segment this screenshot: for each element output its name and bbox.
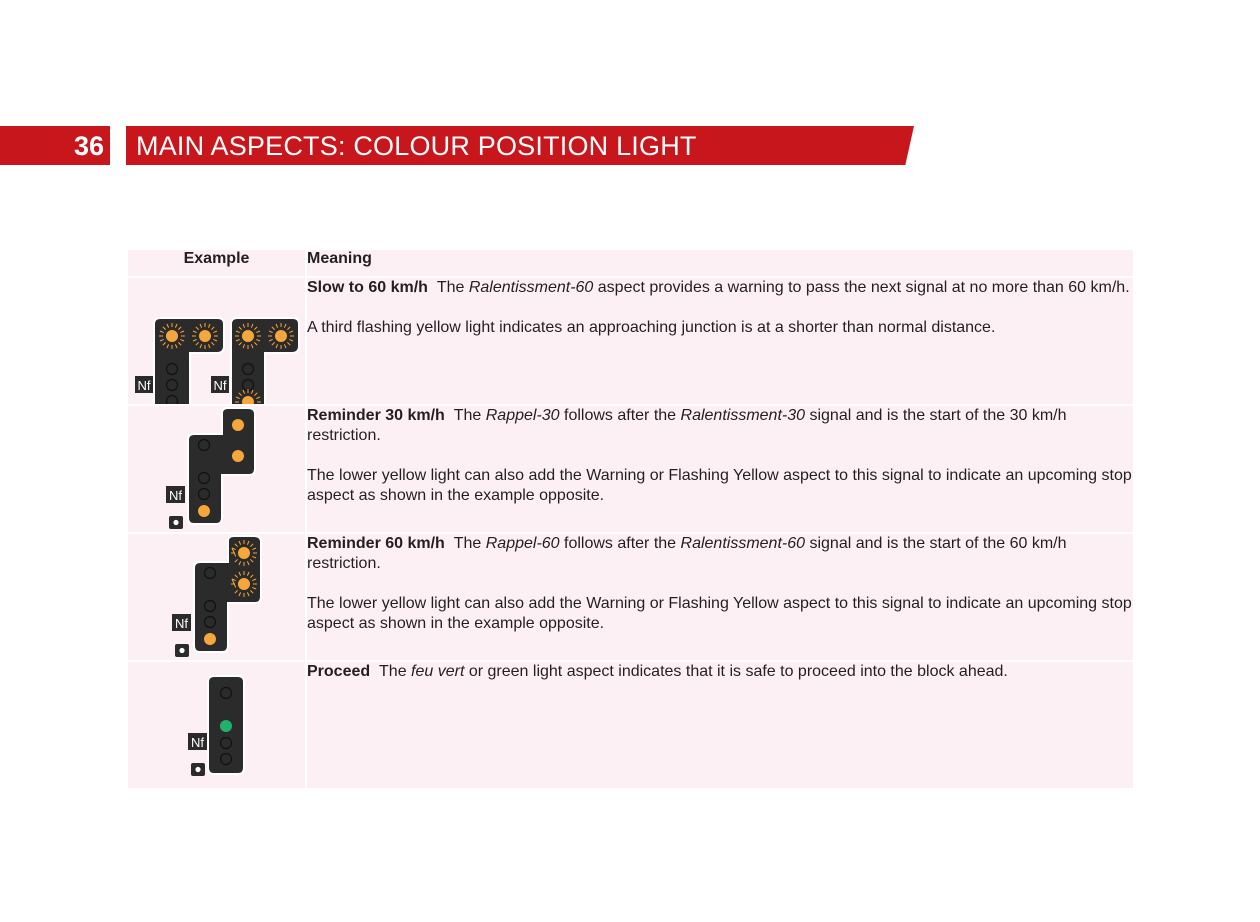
aspects-table — [126, 248, 1135, 790]
table-row — [127, 533, 1134, 661]
meaning-paragraph: The lower yellow light can also add the Warning or Flashing Yellow aspect to this signal to indicate an upcoming stop aspect as shown in the example opposite. — [307, 467, 1132, 504]
example-cell — [127, 405, 306, 533]
aspect-heading: Slow to 60 km/h — [307, 279, 428, 296]
signal-head-icon — [128, 406, 305, 532]
flashing-yellow-light-icon — [231, 571, 257, 597]
page-number: 36 — [73, 131, 104, 161]
meaning-cell — [306, 405, 1134, 533]
meaning-paragraph: Slow to 60 km/h The Ralentissment-60 aspect provides a warning to pass the next signal at no more than 60 km/h. — [307, 279, 1130, 296]
aspect-heading: Proceed — [307, 663, 371, 680]
meaning-paragraph: Reminder 60 km/h The Rappel-60 follows after the Ralentissment-60 signal and is the start of the 60 km/h restriction. — [307, 535, 1067, 572]
signal-head-icon — [128, 534, 305, 660]
signal-a-icon — [135, 318, 224, 404]
svg-text:Nf: Nf — [169, 488, 182, 503]
meaning-cell — [306, 277, 1134, 405]
flashing-yellow-light-icon — [231, 540, 257, 566]
meaning-paragraph: A third flashing yellow light indicates an approaching junction is at a shorter than normal distance. — [307, 319, 996, 336]
table-row — [127, 405, 1134, 533]
column-header-example: Example — [127, 249, 306, 277]
yellow-light-icon — [204, 633, 216, 645]
example-cell — [127, 533, 306, 661]
signal-head-icon — [128, 662, 305, 788]
meaning-paragraph: The lower yellow light can also add the Warning or Flashing Yellow aspect to this signal to indicate an upcoming stop aspect as shown in the example opposite. — [307, 595, 1132, 632]
svg-text:Nf: Nf — [191, 735, 204, 750]
aspect-heading: Reminder 60 km/h — [307, 535, 445, 552]
svg-text:Nf: Nf — [137, 378, 151, 393]
yellow-light-icon — [232, 419, 244, 431]
green-light-icon — [220, 720, 232, 732]
table-header-row — [127, 249, 1134, 277]
meaning-paragraph: Proceed The feu vert or green light aspect indicates that it is safe to proceed into the block ahead. — [307, 663, 1008, 680]
meaning-cell — [306, 533, 1134, 661]
example-cell — [127, 661, 306, 789]
aspect-heading: Reminder 30 km/h — [307, 407, 445, 424]
table-row — [127, 661, 1134, 789]
yellow-light-icon — [198, 505, 210, 517]
yellow-light-icon — [232, 450, 244, 462]
svg-text:Nf: Nf — [213, 378, 227, 393]
meaning-paragraph: Reminder 30 km/h The Rappel-30 follows after the Ralentissment-30 signal and is the start of the 30 km/h restriction. — [307, 407, 1067, 444]
meaning-cell — [306, 661, 1134, 789]
column-header-meaning: Meaning — [306, 249, 1134, 277]
table-row — [127, 277, 1134, 405]
example-cell — [127, 277, 306, 405]
signal-head-icon — [128, 278, 305, 404]
page-title: MAIN ASPECTS: COLOUR POSITION LIGHT — [136, 131, 697, 161]
svg-text:Nf: Nf — [175, 616, 188, 631]
